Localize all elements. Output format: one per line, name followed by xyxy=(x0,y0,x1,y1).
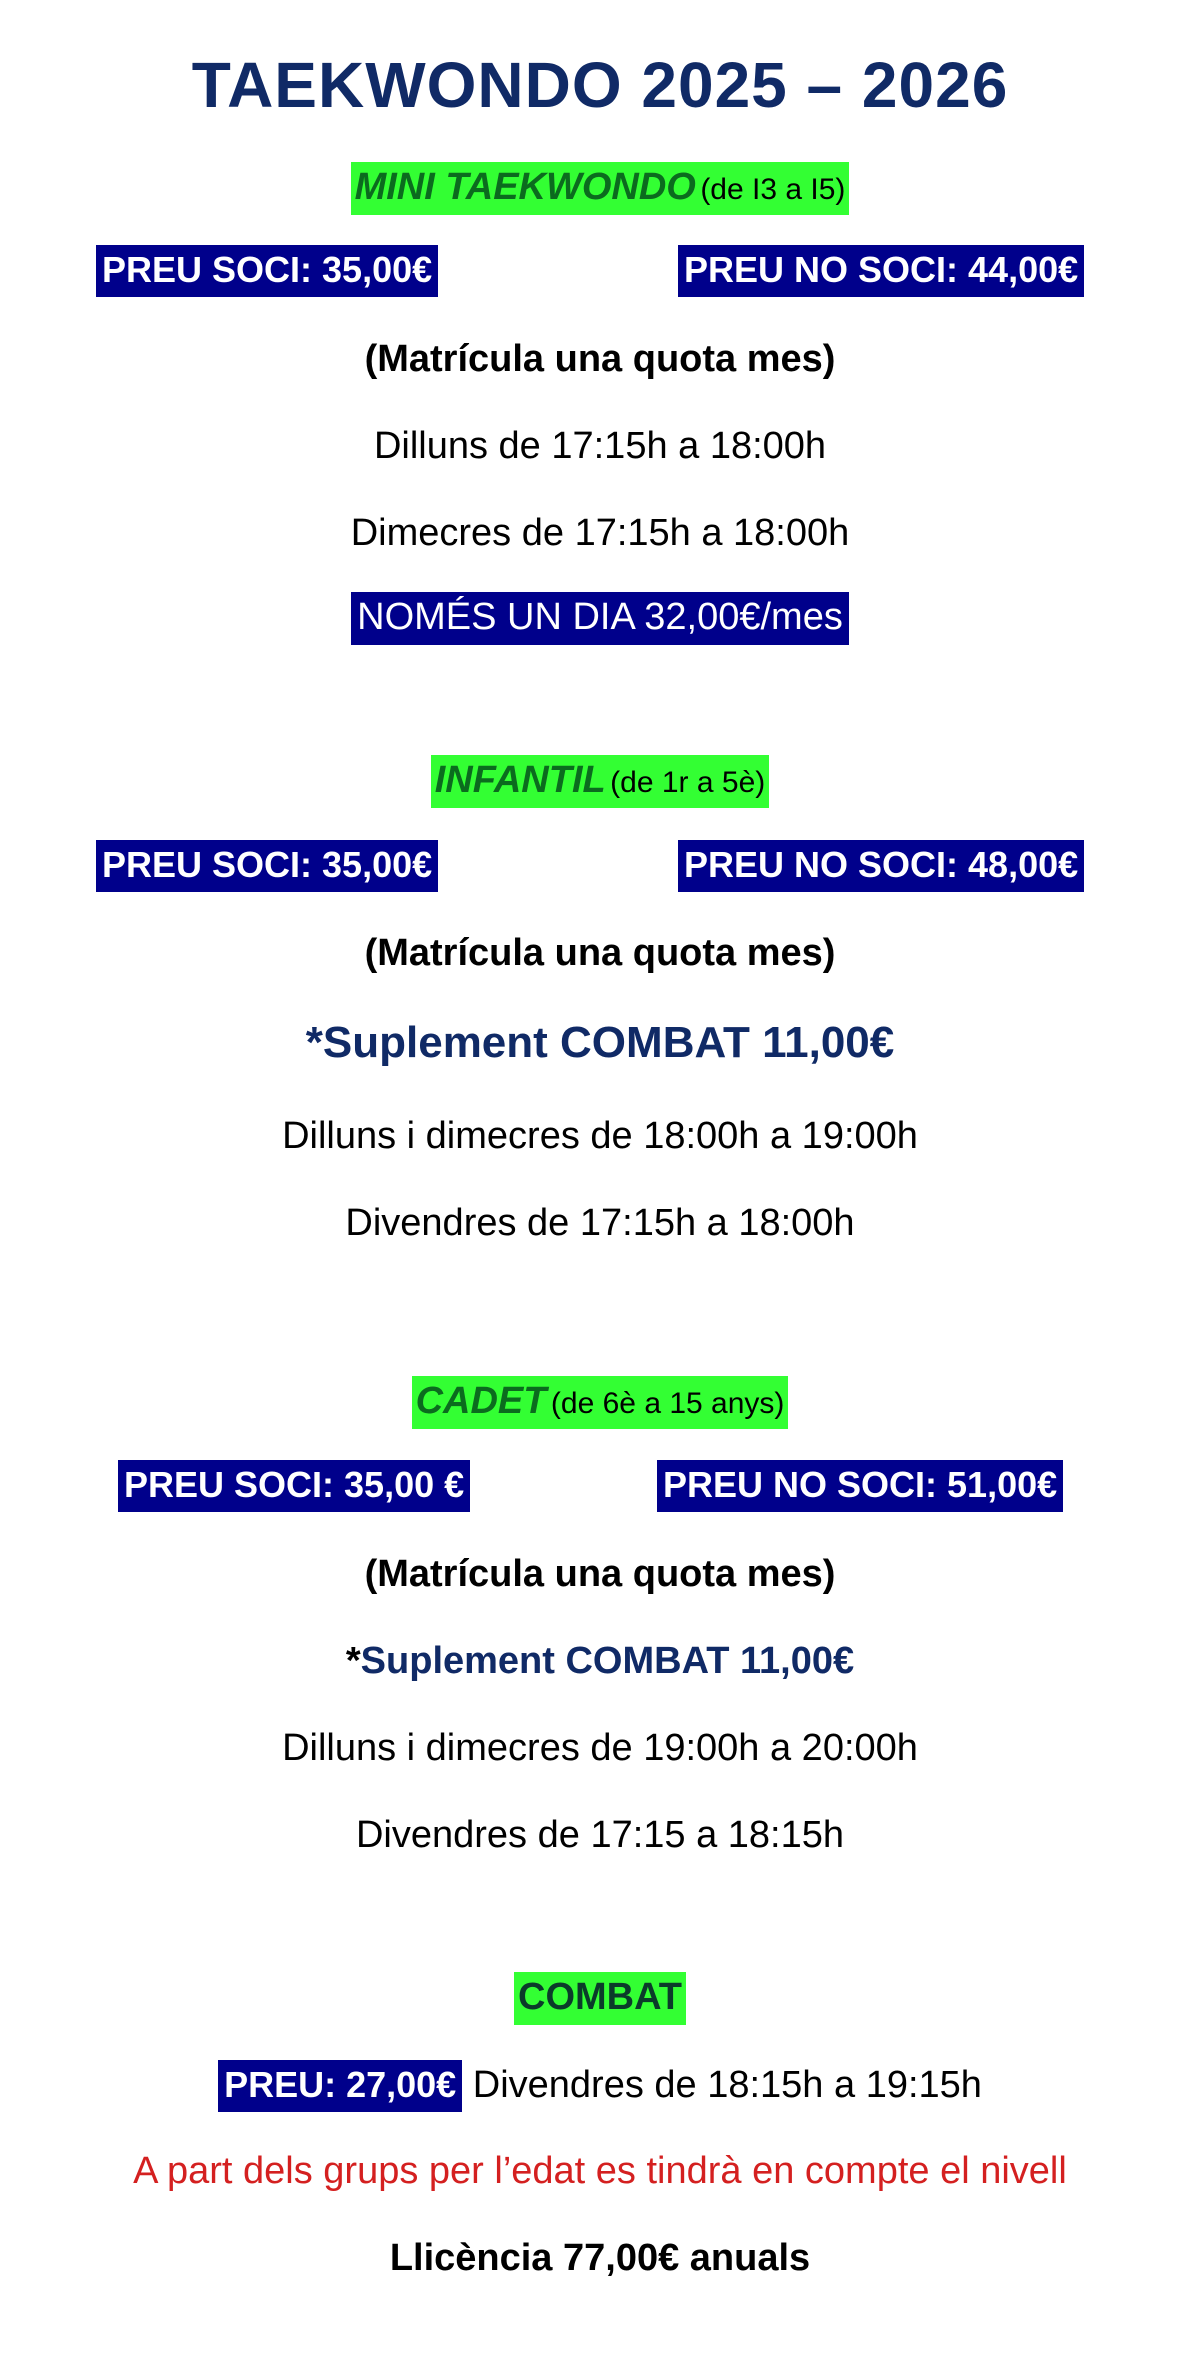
cadet-schedule-2: Divendres de 17:15 a 18:15h xyxy=(355,1814,845,1856)
combat-name: COMBAT xyxy=(514,1972,686,2025)
cadet-heading xyxy=(0,1376,1200,1429)
mini-schedule-2: Dimecres de 17:15h a 18:00h xyxy=(350,512,850,554)
infantil-price-member: PREU SOCI: 35,00€ xyxy=(96,840,438,892)
mini-price-member: PREU SOCI: 35,00€ xyxy=(96,245,438,297)
mini-one-day-row xyxy=(0,592,1200,645)
combat-heading xyxy=(0,1972,1200,2025)
infantil-heading-highlight xyxy=(431,755,770,808)
cadet-heading-highlight xyxy=(412,1376,789,1429)
infantil-price-non-member: PREU NO SOCI: 48,00€ xyxy=(678,840,1084,892)
mini-price-non-member: PREU NO SOCI: 44,00€ xyxy=(678,245,1084,297)
cadet-supplement-text: Suplement COMBAT 11,00€ xyxy=(360,1640,855,1682)
infantil-schedule-1: Dilluns i dimecres de 18:00h a 19:00h xyxy=(282,1115,918,1157)
cadet-supplement xyxy=(0,1640,1200,1683)
level-note: A part dels grups per l’edat es tindrà en compte el nivell xyxy=(133,2150,1067,2192)
page-title: TAEKWONDO 2025 – 2026 xyxy=(191,49,1009,121)
mini-one-day: NOMÉS UN DIA 32,00€/mes xyxy=(351,592,849,645)
cadet-schedule-1: Dilluns i dimecres de 19:00h a 20:00h xyxy=(282,1727,918,1769)
infantil-supplement-star: * xyxy=(305,1018,323,1067)
combat-price: PREU: 27,00€ xyxy=(218,2060,462,2112)
cadet-enrollment: (Matrícula una quota mes) xyxy=(364,1553,836,1595)
cadet-supplement-star: * xyxy=(345,1640,361,1682)
license-fee: Llicència 77,00€ anuals xyxy=(389,2237,811,2279)
infantil-supplement xyxy=(0,1018,1200,1068)
mini-range: (de I3 a I5) xyxy=(700,173,846,206)
cadet-price-non-member: PREU NO SOCI: 51,00€ xyxy=(657,1460,1063,1512)
cadet-price-member: PREU SOCI: 35,00 € xyxy=(118,1460,470,1512)
infantil-schedule-2: Divendres de 17:15h a 18:00h xyxy=(345,1202,855,1244)
mini-name: MINI TAEKWONDO xyxy=(354,166,696,208)
infantil-range: (de 1r a 5è) xyxy=(610,766,766,799)
infantil-heading xyxy=(0,755,1200,808)
combat-row xyxy=(0,2060,1200,2112)
infantil-name: INFANTIL xyxy=(434,759,606,801)
mini-heading-highlight xyxy=(351,162,850,215)
infantil-supplement-text: Suplement COMBAT 11,00€ xyxy=(322,1018,895,1067)
cadet-name: CADET xyxy=(415,1380,547,1422)
mini-enrollment: (Matrícula una quota mes) xyxy=(364,338,836,380)
mini-heading xyxy=(0,162,1200,215)
infantil-enrollment: (Matrícula una quota mes) xyxy=(364,932,836,974)
cadet-range: (de 6è a 15 anys) xyxy=(550,1387,785,1420)
mini-schedule-1: Dilluns de 17:15h a 18:00h xyxy=(373,425,827,467)
combat-schedule: Divendres de 18:15h a 19:15h xyxy=(462,2064,982,2106)
